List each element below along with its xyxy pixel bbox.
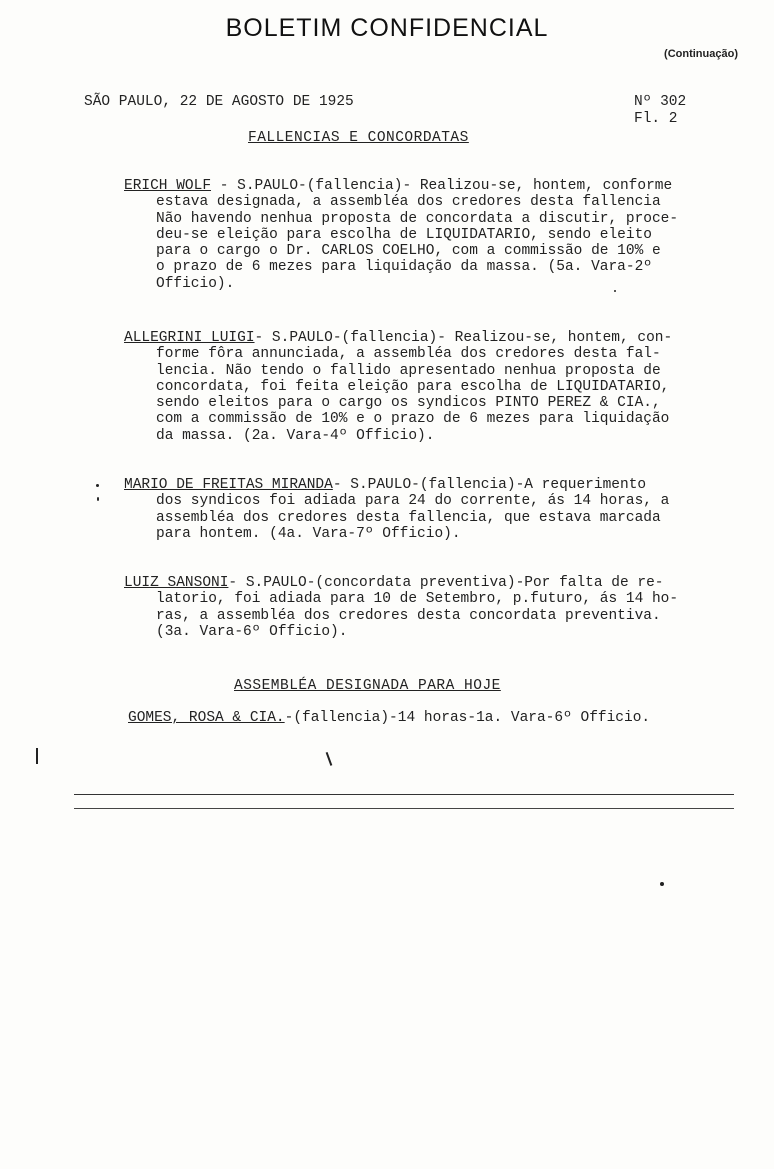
- hoje-entry: [128, 710, 650, 726]
- entry-first-line: [124, 178, 678, 194]
- section-heading: FALLENCIAS E CONCORDATAS: [248, 130, 469, 146]
- continuation-label: (Continuação): [664, 48, 738, 60]
- hoje-entry-name: GOMES, ROSA & CIA.: [128, 710, 285, 726]
- bulletin-title: BOLETIM CONFIDENCIAL: [225, 14, 549, 42]
- horizontal-rule: [74, 808, 734, 809]
- entry-line: latorio, foi adiada para 10 de Setembro, p.futuro, ás 14 ho-: [156, 591, 679, 608]
- entry-mario-de-freitas-miranda: [124, 477, 669, 542]
- entry-name: ALLEGRINI LUIGI: [124, 330, 255, 346]
- scan-speck: [97, 497, 99, 501]
- entry-first-line: [124, 330, 672, 346]
- dateline: SÃO PAULO, 22 DE AGOSTO DE 1925: [84, 94, 354, 110]
- entry-allegrini-luigi: [124, 330, 672, 444]
- horizontal-rule: [74, 794, 734, 795]
- sheet-number: Fl. 2: [634, 111, 678, 127]
- entry-luiz-sansoni: [124, 575, 678, 640]
- entry-line: ras, a assembléa dos credores desta concordata preventiva.: [156, 607, 661, 624]
- entry-line: da massa. (2a. Vara-4º Officio).: [156, 427, 435, 444]
- entry-first-text: - S.PAULO-(fallencia)- Realizou-se, hontem, con-: [254, 330, 673, 346]
- entry-line: lencia. Não tendo o fallido apresentado nenhua proposta de: [156, 362, 661, 379]
- scan-speck: [96, 484, 99, 487]
- entry-name: LUIZ SANSONI: [124, 575, 229, 591]
- entry-first-text: - S.PAULO-(concordata preventiva)-Por falta de re-: [228, 575, 664, 591]
- hoje-entry-text: -(fallencia)-14 horas-1a. Vara-6º Officio.: [284, 710, 651, 726]
- entry-line: o prazo de 6 mezes para liquidação da massa. (5a. Vara-2º: [156, 259, 652, 276]
- entry-line: Officio).: [156, 275, 235, 292]
- scan-mark: [36, 748, 38, 764]
- entry-line: deu-se eleição para escolha de LIQUIDATARIO, sendo eleito: [156, 226, 652, 243]
- entry-name: ERICH WOLF: [124, 178, 212, 194]
- entry-line: forme fôra annunciada, a assembléa dos credores desta fal-: [156, 346, 661, 363]
- entry-first-text: - S.PAULO-(fallencia)-A requerimento: [332, 477, 647, 493]
- scan-mark: [326, 752, 332, 766]
- sub-heading-hoje: ASSEMBLÉA DESIGNADA PARA HOJE: [234, 678, 501, 694]
- entry-first-line: [124, 477, 669, 493]
- entry-line: assembléa dos credores desta fallencia, que estava marcada: [156, 509, 661, 526]
- scan-speck: [614, 290, 616, 292]
- bulletin-number-block: [634, 94, 686, 128]
- entry-line: dos syndicos foi adiada para 24 do corrente, ás 14 horas, a: [156, 493, 670, 510]
- entry-line: sendo eleitos para o cargo os syndicos PINTO PEREZ & CIA.,: [156, 395, 661, 412]
- entry-erich-wolf: [124, 178, 678, 292]
- entry-name: MARIO DE FREITAS MIRANDA: [124, 477, 333, 493]
- entry-line: com a commissão de 10% e o prazo de 6 mezes para liquidação: [156, 411, 670, 428]
- entry-first-text: - S.PAULO-(fallencia)- Realizou-se, hontem, conforme: [211, 178, 673, 194]
- entry-first-line: [124, 575, 678, 591]
- scan-speck: [660, 882, 664, 886]
- entry-line: concordata, foi feita eleição para escolha de LIQUIDATARIO,: [156, 378, 670, 395]
- entry-line: para hontem. (4a. Vara-7º Officio).: [156, 525, 461, 542]
- bulletin-number: Nº 302: [634, 94, 687, 110]
- entry-line: estava designada, a assembléa dos credores desta fallencia: [156, 194, 661, 211]
- entry-line: Não havendo nenhua proposta de concordata a discutir, proce-: [156, 210, 679, 227]
- entry-line: para o cargo o Dr. CARLOS COELHO, com a commissão de 10% e: [156, 243, 661, 260]
- entry-line: (3a. Vara-6º Officio).: [156, 623, 348, 640]
